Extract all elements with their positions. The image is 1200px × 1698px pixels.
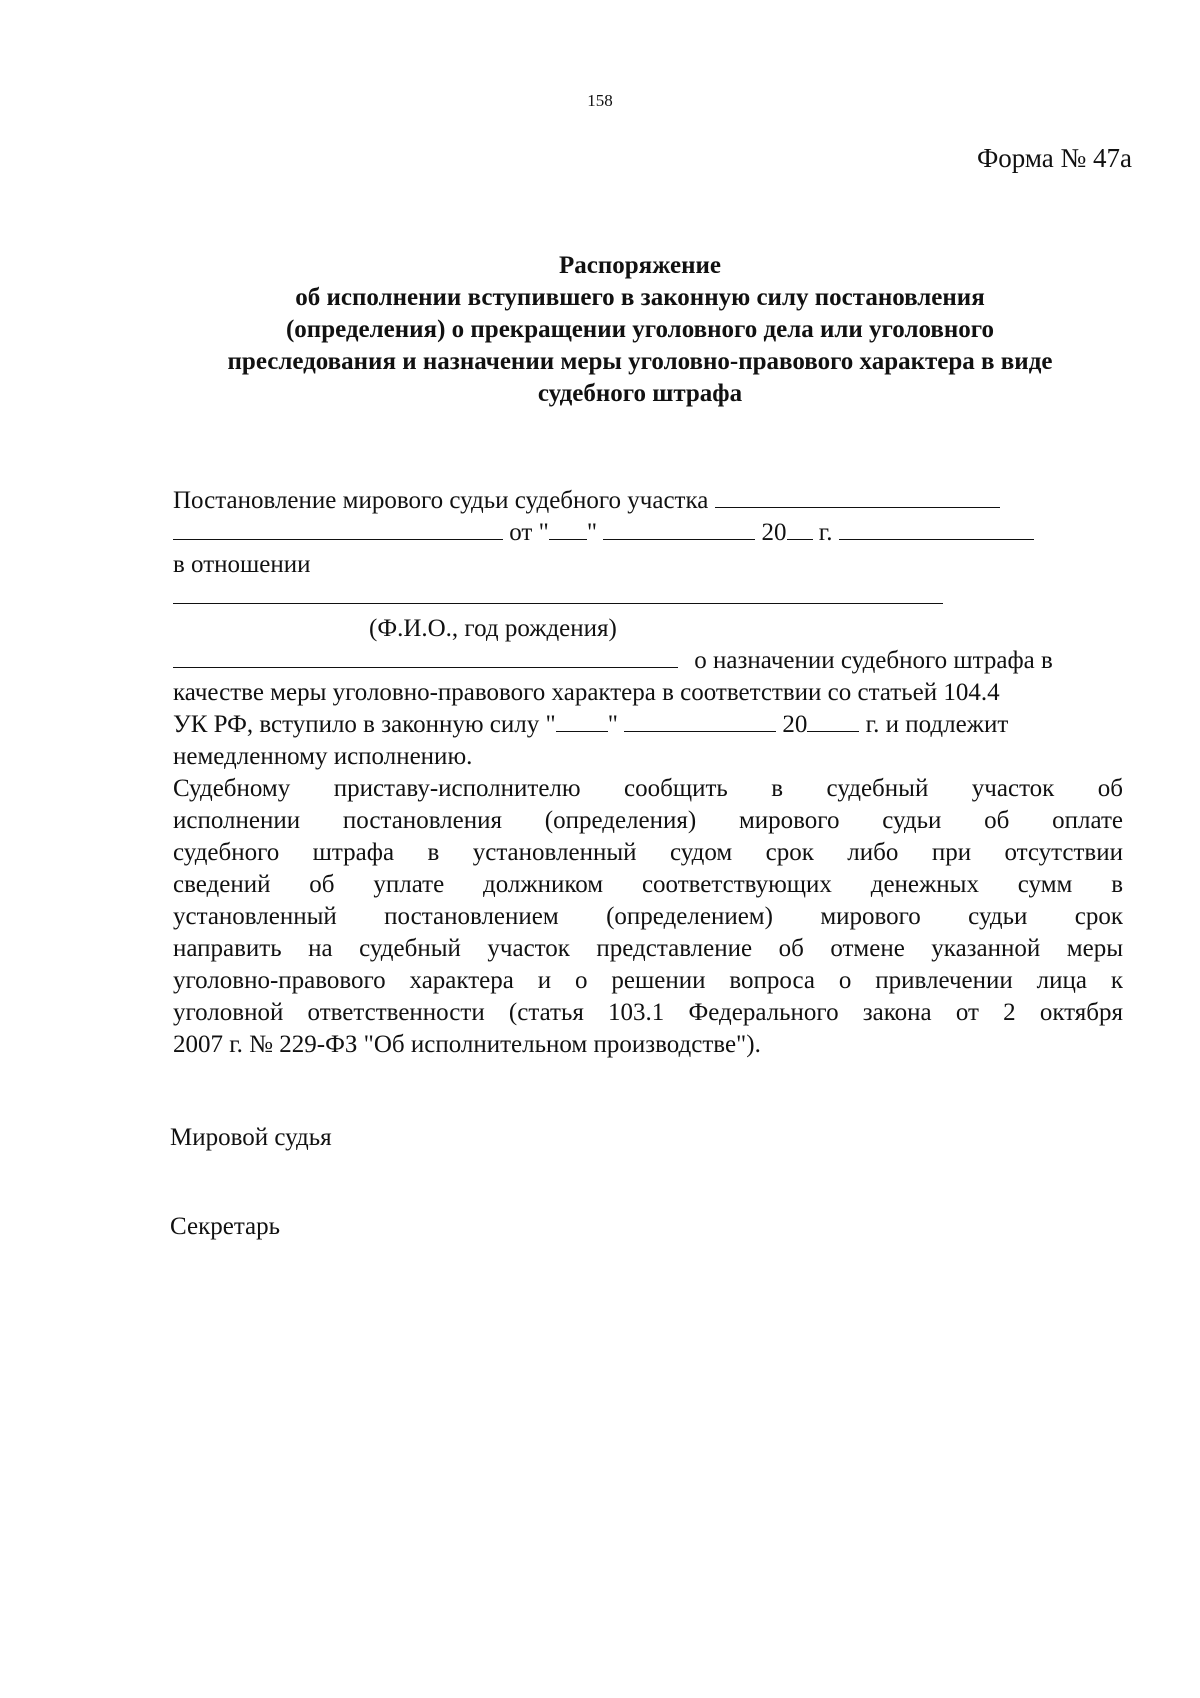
paragraph-2-line-9-wrap <box>173 1029 1123 1061</box>
paragraph-2-line-8: уголовной ответственности (статья 103.1 Федерального закона от 2 октября <box>173 999 1123 1026</box>
page-number: 158 <box>587 91 613 110</box>
effective-day-blank[interactable] <box>556 709 608 732</box>
document-title <box>160 250 1120 410</box>
paragraph-2-line-7: уголовно-правового характера и о решении вопроса о привлечении лица к <box>173 967 1123 994</box>
decision-block <box>173 485 1123 1061</box>
decision-line-3 <box>173 549 1123 581</box>
decision-line-4 <box>173 581 1123 613</box>
title-line-3: (определения) о прекращении уголовного дела или уголовного <box>285 316 995 343</box>
date-year-blank[interactable] <box>787 517 813 540</box>
decision-line-6 <box>173 645 1123 677</box>
paragraph-1-line-3b: " <box>607 711 618 738</box>
date-day-blank[interactable] <box>549 517 587 540</box>
decision-intro-text: Постановление мирового судьи судебного участка <box>173 487 709 514</box>
decision-line-2 <box>173 517 1123 549</box>
date-year-prefix: 20 <box>761 519 787 546</box>
paragraph-2-line-5: установленный постановлением (определением) мирового судьи срок <box>173 903 1123 930</box>
court-name-blank[interactable] <box>173 517 503 540</box>
date-quote-close: " <box>586 519 598 546</box>
case-number-blank[interactable] <box>839 517 1034 540</box>
form-number: Форма № 47а <box>976 143 1132 173</box>
paragraph-1-line-4-wrap <box>173 741 1123 773</box>
paragraph-1-line-4: немедленному исполнению. <box>173 743 473 770</box>
paragraph-2-line-3: судебного штрафа в установленный судом срок либо при отсутствии <box>173 839 1123 866</box>
paragraph-2-line-6: направить на судебный участок представление об отмене указанной меры <box>173 935 1123 962</box>
regarding-label: в отношении <box>173 551 311 578</box>
court-district-blank[interactable] <box>715 485 1000 508</box>
paragraph-2-line-1: Судебному приставу-исполнителю сообщить в судебный участок об <box>173 775 1123 802</box>
paragraph-1-line-2-wrap <box>173 677 1123 709</box>
paragraph-2-line-9: 2007 г. № 229-ФЗ "Об исполнительном производстве"). <box>173 1031 761 1058</box>
person-name-blank[interactable] <box>173 581 943 604</box>
paragraph-2-line-4: сведений об уплате должником соответствующих денежных сумм в <box>173 871 1123 898</box>
paragraph-2-line-2: исполнении постановления (определения) мирового судьи об оплате <box>173 807 1123 834</box>
title-line-4: преследования и назначении меры уголовно-правового характера в виде <box>227 348 1053 375</box>
title-line-5: судебного штрафа <box>537 380 743 407</box>
date-from-label: от " <box>509 519 549 546</box>
date-year-suffix: г. <box>818 519 833 546</box>
paragraph-1-line-3c: 20 <box>782 711 808 738</box>
title-line-1: Распоряжение <box>559 252 721 279</box>
paragraph-1-line-2: качестве меры уголовно-правового характера в соответствии со статьей 104.4 <box>173 679 1000 706</box>
effective-year-blank[interactable] <box>807 709 859 732</box>
secretary-signature-label: Секретарь <box>170 1213 281 1240</box>
decision-details-blank[interactable] <box>173 645 678 668</box>
decision-line-1 <box>173 485 1123 517</box>
date-month-blank[interactable] <box>603 517 755 540</box>
paragraph-1-line-1: о назначении судебного штрафа в <box>694 647 1053 674</box>
person-caption: (Ф.И.О., год рождения) <box>369 615 617 642</box>
paragraph-1-line-3a: УК РФ, вступило в законную силу " <box>173 711 556 738</box>
effective-month-blank[interactable] <box>624 709 776 732</box>
judge-signature-label: Мировой судья <box>170 1124 332 1151</box>
paragraph-1-line-3d: г. и подлежит <box>865 711 1009 738</box>
person-caption-line <box>173 613 1123 645</box>
paragraph-1-line-3-wrap <box>173 709 1123 741</box>
title-line-2: об исполнении вступившего в законную силу постановления <box>295 284 985 311</box>
